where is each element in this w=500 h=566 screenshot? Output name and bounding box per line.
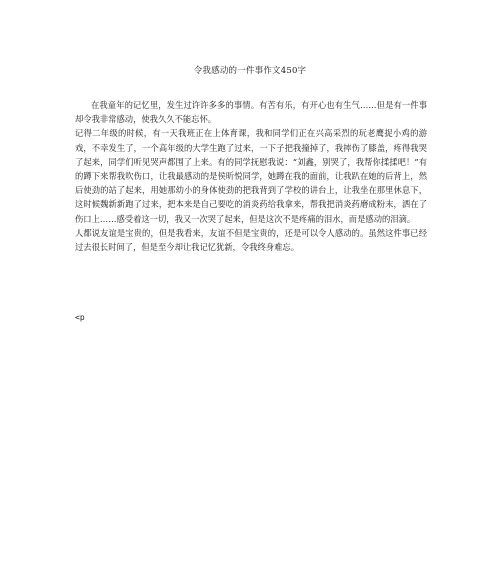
document-body bbox=[75, 98, 427, 254]
stray-markup-text: <p bbox=[75, 313, 85, 322]
document-title: 令我感动的一件事作文450字 bbox=[193, 66, 307, 76]
paragraph-conclusion: 人都说友谊是宝贵的，但是我看来，友谊不但是宝贵的，还是可以令人感动的。虽然这件事已经过去很长时间了，但是至今却让我记忆犹新，令我终身难忘。 bbox=[75, 227, 427, 253]
paragraph-story: 记得二年级的时候，有一天我班正在上体育课，我和同学们正在兴高采烈的玩老鹰捉小鸡的游戏，不幸发生了，一个高年级的大学生跑了过来，一下子把我撞掉了，我摔伤了膝盖，疼得我哭了起来，同学们听见哭声都围了上来。有的同学抚慰我说：“刘鑫，别哭了，我帮你揉揉吧！”有的蹲下来帮我吹伤口，让我最感动的是侯昕悦同学，她蹲在我的面前，让我趴在她的后背上，然后使劲的站了起来，用她那幼小的身体使劲的把我背到了学校的讲台上，让我坐在那里休息下，这时候魏新新跑了过来，把本来是自己要吃的消炎药给我拿来，帮我把消炎药磨成粉末，洒在了伤口上……感受着这一切，我又一次哭了起来，但是这次不是疼痛的泪水，而是感动的泪滴。 bbox=[75, 128, 427, 224]
paragraph-intro: 在我童年的记忆里，发生过许许多多的事情。有苦有乐，有开心也有生气……但是有一件事却令我非常感动，使我久久不能忘怀。 bbox=[75, 100, 427, 125]
